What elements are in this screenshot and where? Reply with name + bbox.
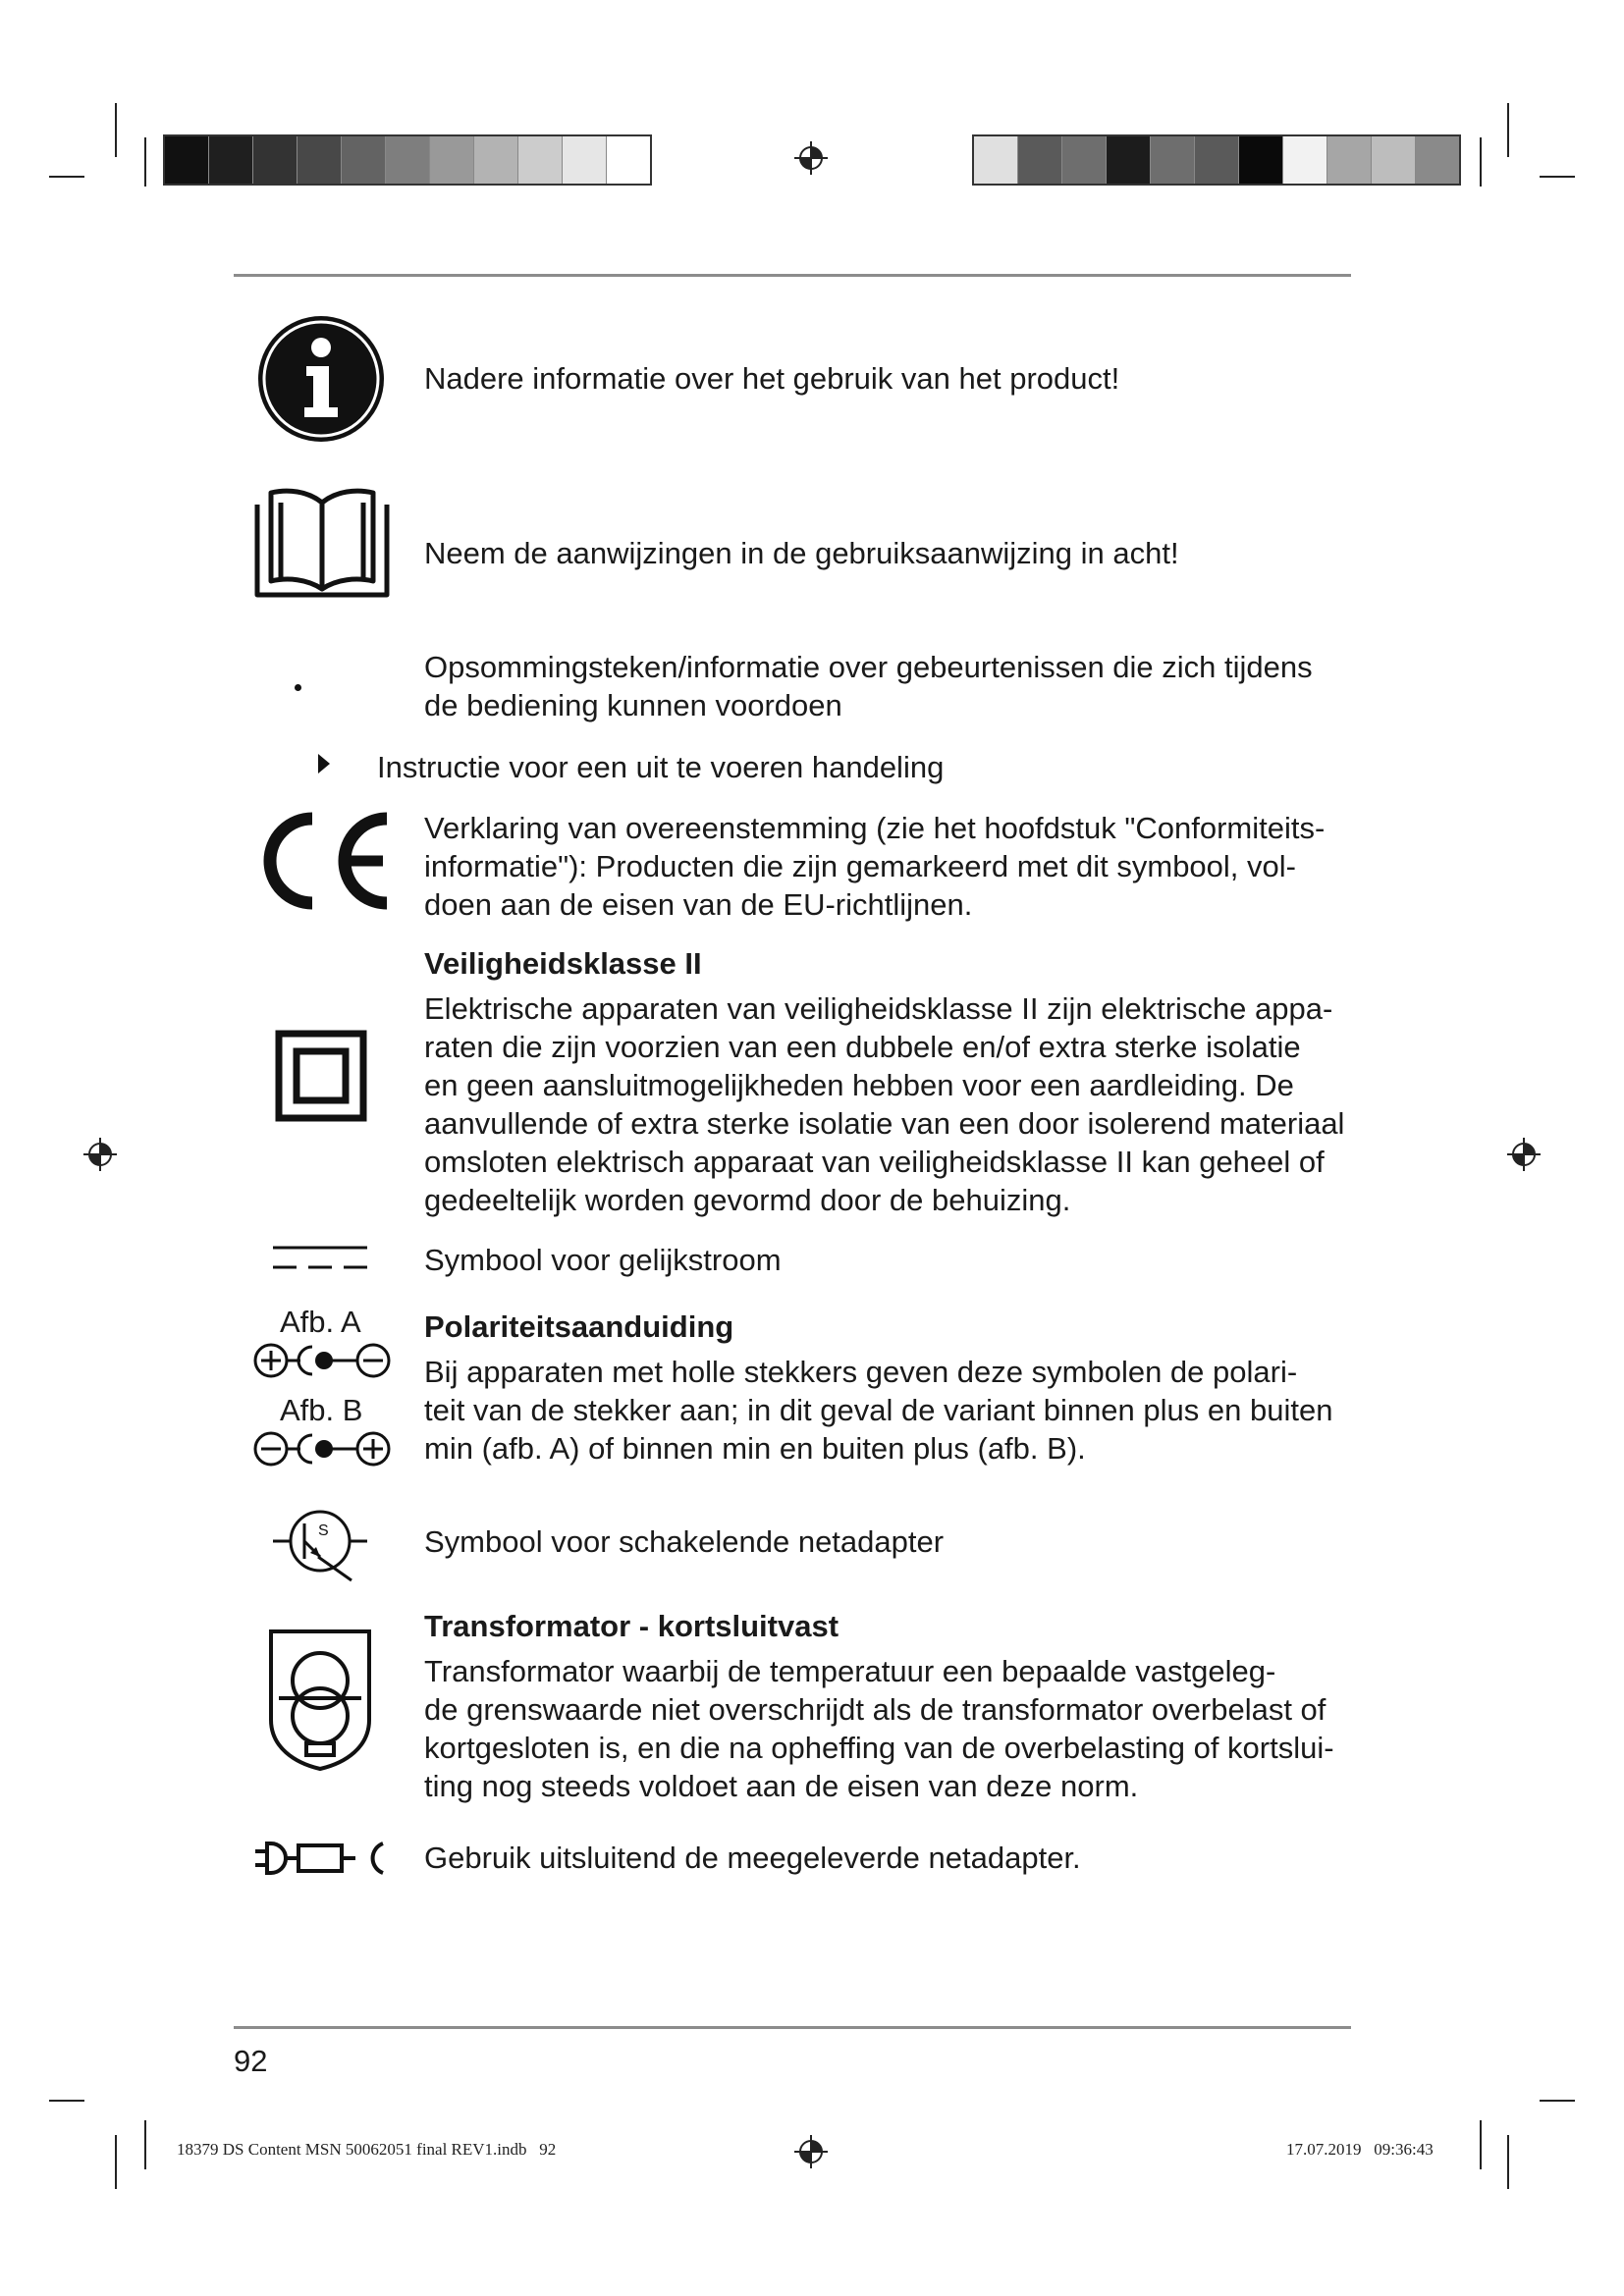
color-swatch: [473, 136, 517, 184]
switching-power-supply-icon: [271, 1502, 369, 1584]
class2-text-line-1: Elektrische apparaten van veiligheidsklasse II zijn elektrische appa-: [424, 991, 1333, 1026]
color-swatch: [1017, 136, 1061, 184]
class2-text-line-3: en geen aansluitmogelijkheden hebben voor een aardleiding. De: [424, 1068, 1294, 1102]
transformer-text-line-2: de grenswaarde niet overschrijdt als de transformator overbelast of: [424, 1692, 1326, 1727]
color-swatch: [341, 136, 385, 184]
book-icon: [253, 483, 391, 601]
registration-mark-icon: [1506, 1137, 1542, 1172]
color-swatch: [1415, 136, 1459, 184]
color-swatch: [606, 136, 650, 184]
switching-text: Symbool voor schakelende netadapter: [424, 1524, 945, 1559]
color-swatch: [1106, 136, 1150, 184]
color-bar-left: [163, 134, 652, 186]
arrow-right-icon: [317, 753, 331, 774]
transformer-text-line-1: Transformator waarbij de temperatuur een bepaalde vastgeleg-: [424, 1654, 1276, 1688]
polarity-text-line-3: min (afb. A) of binnen min en buiten plus (afb. B).: [424, 1431, 1086, 1466]
power-adapter-icon: [253, 1840, 387, 1877]
color-swatch: [1150, 136, 1194, 184]
registration-mark-icon: [793, 2134, 829, 2169]
bottom-rule: [234, 2026, 1351, 2029]
color-swatch: [165, 136, 208, 184]
color-swatch: [1371, 136, 1415, 184]
ce-text-line-2: informatie"): Producten die zijn gemarkeerd met dit symbool, vol-: [424, 849, 1296, 883]
bullet-text-line-1: Opsommingsteken/informatie over gebeurtenissen die zich tijdens: [424, 650, 1313, 684]
polarity-text-line-2: teit van de stekker aan; in dit geval de variant binnen plus en buiten: [424, 1393, 1333, 1427]
transformer-text-line-3: kortgesloten is, en die na opheffing van de overbelasting of kortslui-: [424, 1731, 1334, 1765]
registration-mark-icon: [82, 1137, 118, 1172]
registration-mark-icon: [793, 140, 829, 176]
fig-a-label: Afb. A: [280, 1305, 361, 1339]
color-swatch: [517, 136, 562, 184]
color-swatch: [562, 136, 606, 184]
color-swatch: [974, 136, 1017, 184]
bullet-text-line-2: de bediening kunnen voordoen: [424, 688, 842, 722]
class2-text-line-6: gedeeltelijk worden gevormd door de behuizing.: [424, 1183, 1071, 1217]
polarity-center-negative-icon: [251, 1427, 393, 1470]
file-slug: 18379 DS Content MSN 50062051 final REV1.indb 92: [177, 2140, 557, 2159]
double-insulation-icon: [275, 1030, 367, 1122]
bullet-icon: [295, 684, 301, 691]
color-swatch: [1238, 136, 1282, 184]
ce-mark-icon: [251, 811, 395, 911]
transformer-title: Transformator - kortsluitvast: [424, 1609, 839, 1643]
ce-text-line-3: doen aan de eisen van de EU-richtlijnen.: [424, 887, 973, 922]
class2-text-line-2: raten die zijn voorzien van een dubbele en/of extra sterke isolatie: [424, 1030, 1301, 1064]
ce-text-line-1: Verklaring van overeenstemming (zie het hoofdstuk "Conformiteits-: [424, 811, 1326, 845]
direct-current-icon: [271, 1243, 369, 1272]
color-swatch: [1194, 136, 1238, 184]
print-timestamp: 17.07.2019 09:36:43: [1286, 2140, 1434, 2159]
color-swatch: [1061, 136, 1106, 184]
color-swatch: [252, 136, 297, 184]
polarity-text-line-1: Bij apparaten met holle stekkers geven deze symbolen de polari-: [424, 1355, 1298, 1389]
switching-letter: S: [318, 1522, 329, 1539]
info-icon: [255, 313, 387, 445]
color-swatch: [1282, 136, 1326, 184]
polarity-center-positive-icon: [251, 1339, 393, 1382]
polarity-title: Polariteitsaanduiding: [424, 1309, 734, 1344]
top-rule: [234, 274, 1351, 277]
class2-text-line-4: aanvullende of extra sterke isolatie van een door isolerend materiaal: [424, 1106, 1345, 1141]
color-bar-right: [972, 134, 1461, 186]
color-swatch: [208, 136, 252, 184]
fig-b-label: Afb. B: [280, 1393, 363, 1427]
manual-text: Neem de aanwijzingen in de gebruiksaanwijzing in acht!: [424, 536, 1179, 570]
color-swatch: [1326, 136, 1371, 184]
adapter-text: Gebruik uitsluitend de meegeleverde netadapter.: [424, 1841, 1081, 1875]
class2-text-line-5: omsloten elektrisch apparaat van veiligheidsklasse II kan geheel of: [424, 1145, 1325, 1179]
color-swatch: [385, 136, 429, 184]
info-text: Nadere informatie over het gebruik van het product!: [424, 361, 1120, 396]
color-swatch: [429, 136, 473, 184]
instruction-text: Instructie voor een uit te voeren handeling: [377, 750, 945, 784]
class2-title: Veiligheidsklasse II: [424, 946, 702, 981]
transformer-text-line-4: ting nog steeds voldoet aan de eisen van deze norm.: [424, 1769, 1139, 1803]
color-swatch: [297, 136, 341, 184]
dc-text: Symbool voor gelijkstroom: [424, 1243, 782, 1277]
short-circuit-proof-transformer-icon: [263, 1626, 377, 1775]
page-number: 92: [234, 2044, 268, 2078]
